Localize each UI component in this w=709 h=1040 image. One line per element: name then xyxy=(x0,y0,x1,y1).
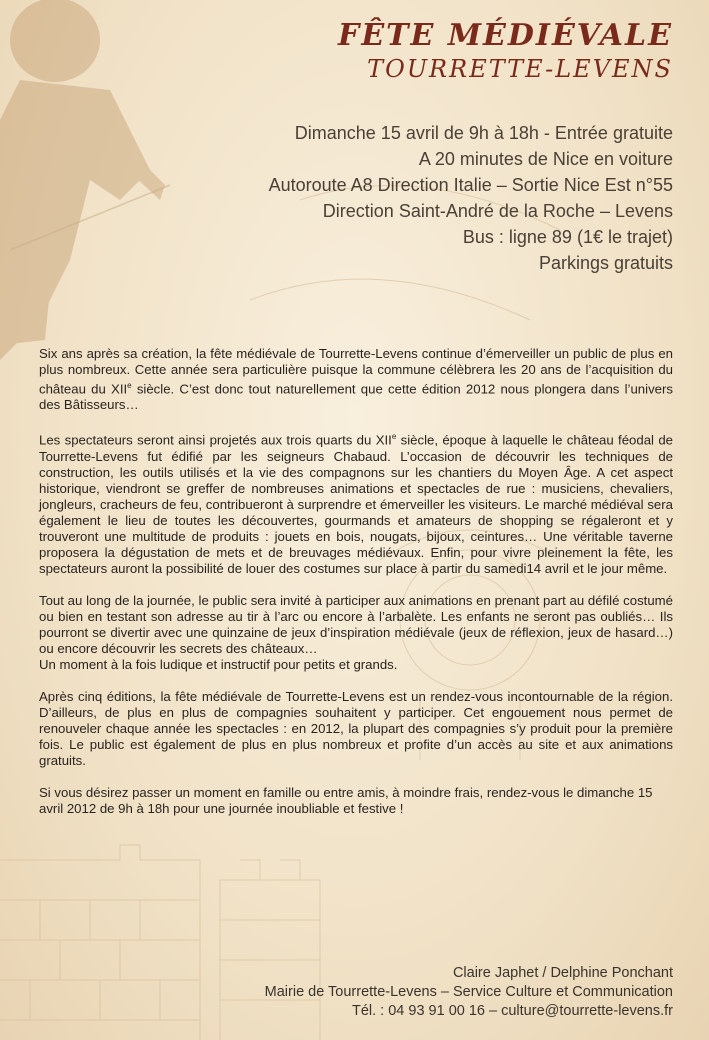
knight-illustration xyxy=(0,0,165,360)
info-distance: A 20 minutes de Nice en voiture xyxy=(418,149,673,169)
signature-contact: Tél. : 04 93 91 00 16 – culture@tourrette-levens.fr xyxy=(351,1003,673,1019)
paragraph-2-text-a: Les spectateurs seront ainsi projetés aux trois quarts du XII xyxy=(39,432,392,448)
info-parking: Parkings gratuits xyxy=(538,253,673,273)
paragraph-3 xyxy=(39,593,673,673)
paragraph-5 xyxy=(39,785,673,817)
paragraph-4 xyxy=(39,689,673,769)
info-highway: Autoroute A8 Direction Italie – Sortie Nice Est n°55 xyxy=(268,175,673,195)
paragraph-3-text-b: Un moment à la fois ludique et instructif pour petits et grands. xyxy=(39,656,398,672)
paragraph-1-text-b: siècle. C’est donc tout naturellement que cette édition 2012 nous plongera dans l’univers des Bâtisseurs… xyxy=(39,381,673,413)
paragraph-4-text: Après cinq éditions, la fête médiévale de Tourrette-Levens est un rendez-vous incontournable de la région. D’ailleurs, de plus en plus de compagnies souhaitent y participer. Cet engouement nous permet de renouveler chaque année les spectacles : en 2012, la plupart des compagnies s’y produit pour la première fois. Le public est également de plus en plus nombreux et profite d’un accès au site et aux animations gratuits. xyxy=(39,688,673,768)
signature-names: Claire Japhet / Delphine Ponchant xyxy=(452,965,673,981)
info-bus: Bus : ligne 89 (1€ le trajet) xyxy=(462,227,673,247)
signature-organization: Mairie de Tourrette-Levens – Service Culture et Communication xyxy=(264,984,673,1000)
paragraph-5-text: Si vous désirez passer un moment en famille ou entre amis, à moindre frais, rendez-vous le dimanche 15 avril 2012 de 9h à 18h pour une journée inoubliable et festive ! xyxy=(39,784,653,816)
signature-block xyxy=(265,964,673,1021)
paragraph-1-text-a: Six ans après sa création, la fête médiévale de Tourrette-Levens continue d’émerveiller un public de plus en plus nombreux. Cette année sera particulière puisque la commune célèbrera les 20 ans de l’acquisition du château du XII xyxy=(39,346,673,397)
title-line-2: TOURRETTE-LEVENS xyxy=(367,55,673,83)
paragraph-2-sup: e xyxy=(391,432,397,442)
paragraph-2-text-b: siècle, époque à laquelle le château féodal de Tourrette-Levens fut édifié par les seigneurs Chabaud. L’occasion de découvrir les techniques de construction, les outils utilisés et la vie des compagnons sur les chantiers du Moyen Âge. A cet aspect historique, viendront se greffer de nombreuses animations et spectacles de rue : musiciens, chevaliers, jongleurs, cracheurs de feu, contribueront à surprendre et émerveiller les visiteurs. Le marché médiéval sera également le lieu de toutes les découvertes, gourmands et amateurs de shopping se régaleront et y trouveront une multitude de produits : jouets en bois, nougats, bijoux, ceintures… Une véritable taverne proposera la dégustation de mets et de breuvages médiévaux. Enfin, pour vivre pleinement la fête, les spectateurs auront la possibilité de louer des costumes sur place à partir du samedi14 avril et le jour même. xyxy=(39,432,673,576)
title-line-1: FÊTE MÉDIÉVALE xyxy=(338,18,673,53)
paragraph-2 xyxy=(39,429,673,576)
paragraph-1-sup: e xyxy=(127,381,132,390)
event-info xyxy=(269,120,673,276)
paragraph-3-text: Tout au long de la journée, le public sera invité à participer aux animations en prenant part au défilé costumé ou bien en testant son adresse au tir à l’arc ou encore à l’arbalète. Les enfants ne seront pas oubliés… Ils pourront se divertir avec une quinzaine de jeux d’inspiration médiévale (jeux de réflexion, jeux de hasard…) ou encore découvrir les secrets des châteaux… xyxy=(39,592,673,656)
event-title xyxy=(338,18,673,84)
info-date: Dimanche 15 avril de 9h à 18h - Entrée gratuite xyxy=(294,123,673,143)
article-body xyxy=(39,346,673,833)
info-direction: Direction Saint-André de la Roche – Levens xyxy=(322,201,673,221)
paragraph-1 xyxy=(39,346,673,413)
